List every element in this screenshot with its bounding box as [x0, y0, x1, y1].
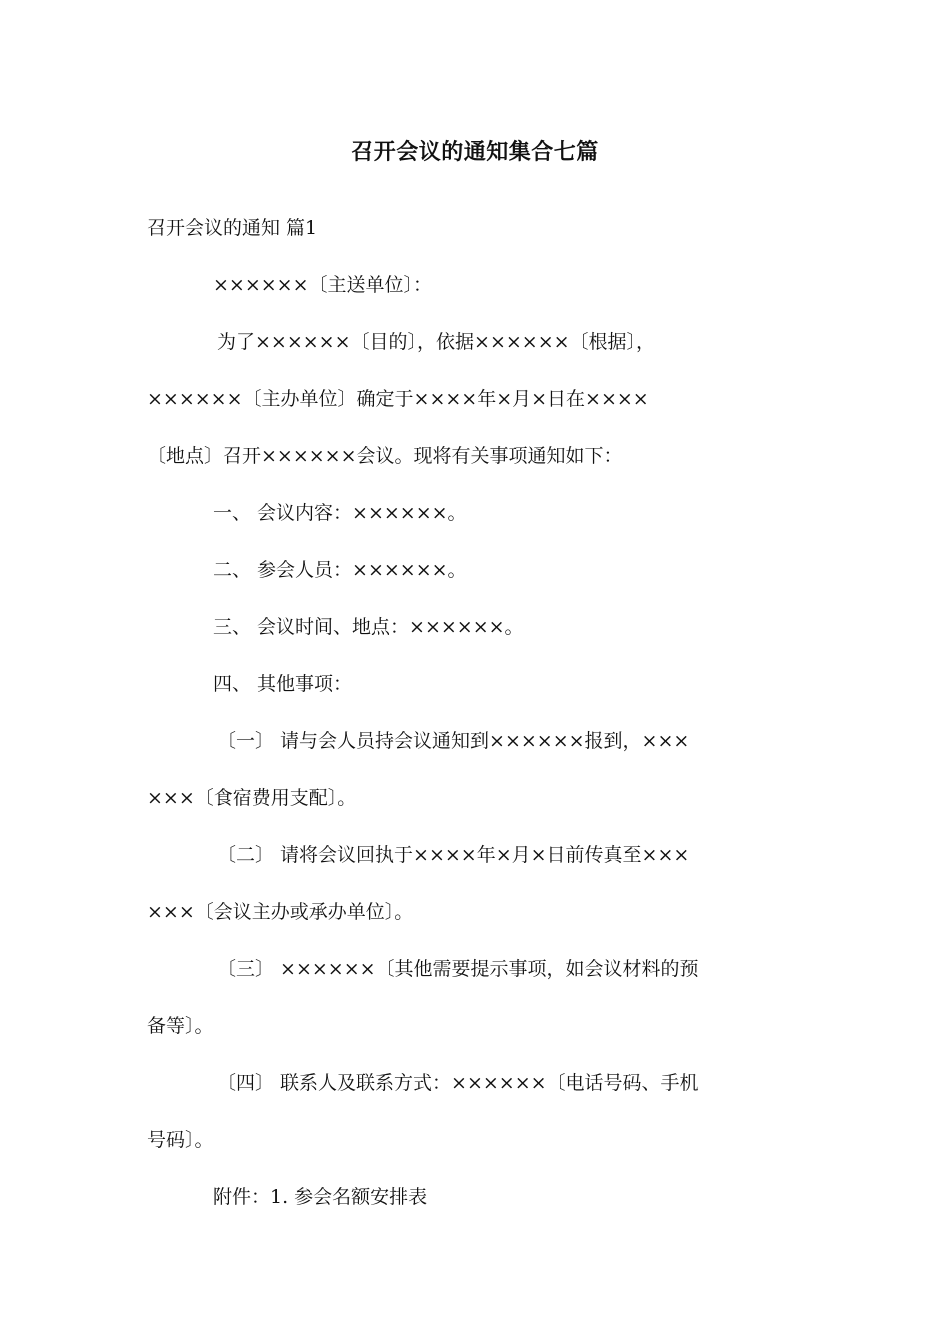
item-meeting-content: 一、 会议内容：××××××。: [213, 502, 467, 524]
item-attendees: 二、 参会人员：××××××。: [213, 559, 467, 581]
sub-item-3-line-2: 备等〕。: [147, 1015, 214, 1037]
document-body: [147, 200, 805, 1226]
sub-item-2-line-1: 〔二〕 请将会议回执于××××年×月×日前传真至×××: [217, 844, 690, 866]
item-time-location: 三、 会议时间、地点：××××××。: [213, 616, 524, 638]
section-heading: 召开会议的通知 篇1: [147, 217, 318, 239]
attachment-line: 附件：1. 参会名额安排表: [213, 1186, 428, 1208]
sub-item-1-line-2: ×××〔食宿费用支配〕。: [147, 787, 357, 809]
sub-item-4-line-1: 〔四〕 联系人及联系方式：××××××〔电话号码、手机: [217, 1072, 699, 1094]
item-other-matters: 四、 其他事项：: [213, 673, 353, 695]
sub-item-1-line-1: 〔一〕 请与会人员持会议通知到××××××报到，×××: [217, 730, 690, 752]
sub-item-4-line-2: 号码〕。: [147, 1129, 214, 1151]
addressee-line: ××××××〔主送单位〕：: [213, 274, 433, 296]
intro-line-1: 为了××××××〔目的〕，依据××××××〔根据〕，: [217, 331, 656, 353]
sub-item-2-line-2: ×××〔会议主办或承办单位〕。: [147, 901, 414, 923]
intro-line-3: 〔地点〕召开××××××会议。现将有关事项通知如下：: [147, 445, 623, 467]
intro-line-2: ××××××〔主办单位〕确定于××××年×月×日在××××: [147, 388, 649, 410]
document-title: 召开会议的通知集合七篇: [351, 139, 599, 165]
sub-item-3-line-1: 〔三〕 ××××××〔其他需要提示事项，如会议材料的预: [217, 958, 699, 980]
